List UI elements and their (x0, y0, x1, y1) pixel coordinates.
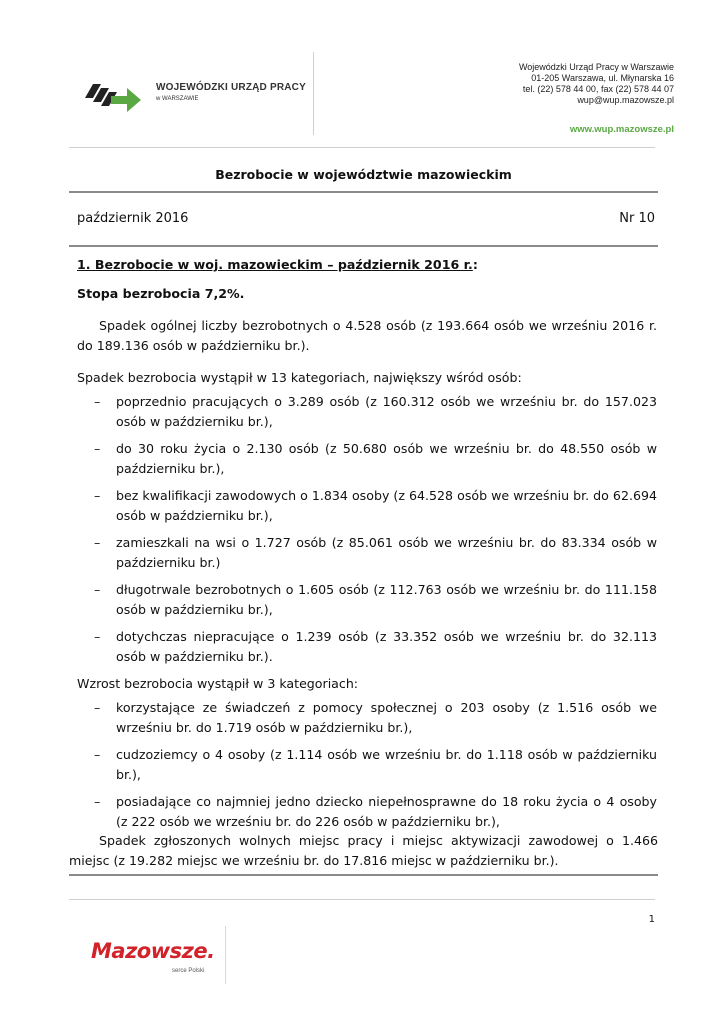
contact-block (519, 62, 674, 106)
decrease-intro: Spadek bezrobocia wystąpił w 13 kategoriach, największy wśród osób: (77, 370, 522, 385)
divider (69, 245, 658, 247)
list-item: – długotrwale bezrobotnych o 1.605 osób (z 112.763 osób we wrześniu br. do 111.158 osób w październiku br.), (94, 582, 657, 617)
issue-number: Nr 10 (619, 211, 655, 226)
increase-intro: Wzrost bezrobocia wystąpił w 3 kategoriach: (77, 676, 359, 691)
list-item: – bez kwalifikacji zawodowych o 1.834 osoby (z 64.528 osób we wrześniu br. do 62.694 osób w październiku br.), (94, 488, 657, 523)
list-item: – zamieszkali na wsi o 1.727 osób (z 85.061 osób we wrześniu br. do 83.334 osób w październiku br.) (94, 535, 657, 570)
intro-paragraph: Spadek ogólnej liczby bezrobotnych o 4.528 osób (z 193.664 osób we wrześniu 2016 r. do 189.136 osób w październiku br.). (77, 318, 657, 353)
footer-divider (69, 899, 655, 900)
website-link[interactable]: www.wup.mazowsze.pl (569, 124, 674, 135)
mazowsze-wordmark: Mazowsze. (91, 939, 215, 963)
contact-line: Wojewódzki Urząd Pracy w Warszawie (518, 62, 674, 72)
logo-subtitle: w WARSZAWIE (156, 96, 199, 102)
mazowsze-logo (80, 926, 226, 984)
increase-list (77, 698, 657, 832)
contact-line: tel. (22) 578 44 00, fax (22) 578 44 07 (522, 84, 674, 94)
divider (69, 874, 658, 876)
decrease-list (77, 392, 657, 667)
list-item: – do 30 roku życia o 2.130 osób (z 50.680 osób we wrześniu br. do 48.550 osób w październiku br.), (94, 441, 657, 476)
list-item: – posiadające co najmniej jedno dziecko niepełnosprawne do 18 roku życia o 4 osoby (z 222 osób we wrześniu br. do 226 osób w październiku br.), (94, 794, 657, 829)
mazowsze-tagline: serce Polski (172, 968, 205, 974)
closing-paragraph: Spadek zgłoszonych wolnych miejsc pracy i miejsc aktywizacji zawodowej o 1.466 miejsc (z 19.282 miejsc we wrześniu br. do 17.816 miejsc w październiku br.). (69, 833, 658, 868)
wup-arrows-icon (83, 76, 143, 116)
divider (69, 191, 658, 193)
list-item: – poprzednio pracujących o 3.289 osób (z 160.312 osób we wrześniu br. do 157.023 osób w październiku br.), (94, 394, 657, 429)
unemployment-rate: Stopa bezrobocia 7,2%. (77, 286, 245, 301)
divider (69, 147, 655, 148)
page-number: 1 (648, 914, 655, 925)
list-item: – korzystające ze świadczeń z pomocy społecznej o 203 osoby (z 1.516 osób we wrześniu br. do 1.719 osób w październiku br.), (94, 700, 657, 735)
document-title: Bezrobocie w województwie mazowieckim (215, 167, 512, 182)
document-body (77, 255, 657, 839)
contact-line: 01-205 Warszawa, ul. Młynarska 16 (531, 73, 674, 83)
list-item: – dotychczas niepracujące o 1.239 osób (z 33.352 osób we wrześniu br. do 32.113 osób w październiku br.). (94, 629, 657, 664)
list-item: – cudzoziemcy o 4 osoby (z 1.114 osób we wrześniu br. do 1.118 osób w październiku br.), (94, 747, 657, 782)
issue-date: październik 2016 (77, 211, 189, 226)
contact-email[interactable]: wup@wup.mazowsze.pl (577, 95, 674, 105)
section-heading: 1. Bezrobocie w woj. mazowieckim – październik 2016 r.: (77, 257, 478, 272)
logo-title: WOJEWÓDZKI URZĄD PRACY (156, 82, 306, 93)
wup-logo (69, 52, 314, 135)
